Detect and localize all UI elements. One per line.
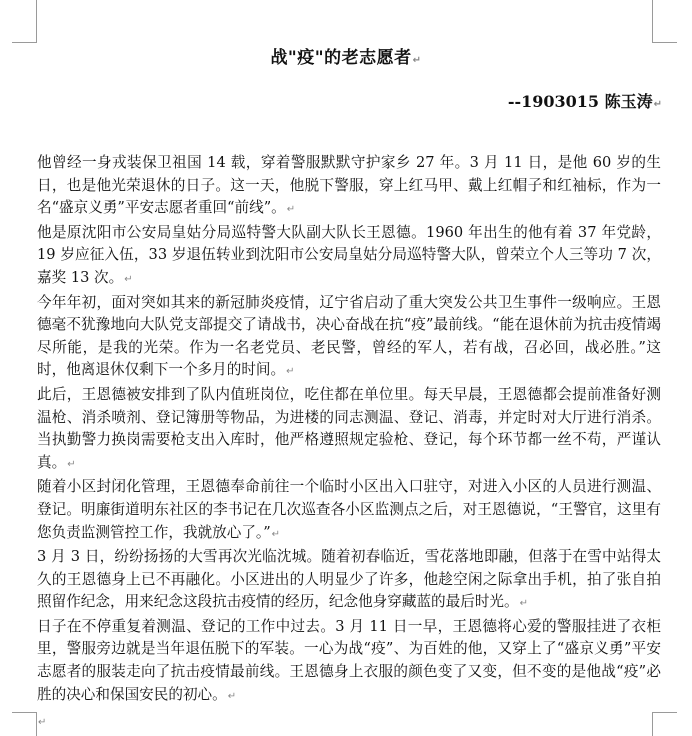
crop-mark-bottom-right — [652, 712, 677, 736]
paragraph-mark-icon: ↵ — [38, 717, 47, 728]
paragraph-mark-icon: ↵ — [124, 273, 133, 285]
paragraph-mark-icon: ↵ — [286, 204, 296, 216]
paragraph: 他是原沈阳市公安局皇姑分局巡特警大队副大队长王恩德。1960 年出生的他有着 37 年党龄，19 岁应征入伍，33 岁退伍转业到沈阳市公安局皇姑分局巡特警大队，曾荣立个人三等功 7 次，嘉奖 13 次。↵ — [37, 223, 661, 286]
paragraph-mark-icon: ↵ — [67, 458, 76, 470]
paragraph: 日子在不停重复着测温、登记的工作中过去。3 月 11 日一早，王恩德将心爱的警服挂进了衣柜里，警服旁边就是当年退伍脱下的军装。一心为战“疫”、为百姓的他，又穿上了“盛京义勇”平安志愿者的服装走向了抗击疫情最前线。王恩德身上衣服的颜色变了又变，但不变的是他战“疫”必胜的决心和保国安民的初心。↵ — [37, 617, 661, 703]
paragraph-mark-icon: ↵ — [227, 690, 237, 702]
paragraph: 他曾经一身戎装保卫祖国 14 载，穿着警服默默守护家乡 27 年。3 月 11 日，是他 60 岁的生日，也是他光荣退休的日子。这一天，他脱下警服，穿上红马甲、戴上红帽子和红袖标，作为一名“盛京义勇”平安志愿者重回“前线”。↵ — [37, 154, 661, 217]
paragraph-mark-icon: ↵ — [286, 366, 295, 378]
paragraph: 此后，王恩德被安排到了队内值班岗位，吃住都在单位里。每天早晨，王恩德都会提前准备好测温枪、消杀喷剂、登记簿册等物品，为进楼的同志测温、登记、消毒，并定时对大厅进行消杀。当执勤警力换岗需要枪支出入库时，他严格遵照规定验枪、登记，每个环节都一丝不苟，严谨认真。↵ — [37, 385, 661, 471]
document-title — [0, 43, 692, 68]
paragraph: 今年年初，面对突如其来的新冠肺炎疫情，辽宁省启动了重大突发公共卫生事件一级响应。王恩德毫不犹豫地向大队党支部提交了请战书，决心奋战在抗“疫”最前线。“能在退休前为抗击疫情竭尽所能，是我的光荣。作为一名老党员、老民警，曾经的军人，若有战，召必回，战必胜。”这时，他离退休仅剩下一个多月的时间。↵ — [37, 293, 661, 379]
crop-mark-bottom-left — [12, 712, 37, 736]
paragraph-mark-icon: ↵ — [519, 598, 528, 610]
paragraph-mark-icon: ↵ — [653, 99, 662, 110]
paragraph-mark-icon: ↵ — [271, 528, 281, 540]
title-text: 战"疫"的老志愿者 — [270, 48, 412, 68]
paragraph: 3 月 3 日，纷纷扬扬的大雪再次光临沈城。随着初春临近，雪花落地即融，但落于在雪中站得太久的王恩德身上已不再融化。小区进出的人明显少了许多，他趁空闲之际拿出手机，拍了张自拍照留作纪念，用来纪念这段抗击疫情的经历，纪念他身穿藏蓝的最后时光。↵ — [37, 548, 661, 611]
crop-mark-top-left — [12, 0, 37, 43]
paragraph-mark-icon: ↵ — [412, 55, 422, 66]
document-body — [37, 152, 661, 708]
author-text: --1903015 陈玉涛 — [507, 92, 653, 111]
empty-paragraph — [37, 710, 46, 729]
document-author — [508, 89, 662, 112]
crop-mark-top-right — [652, 0, 677, 43]
paragraph: 随着小区封闭化管理，王恩德奉命前往一个临时小区出入口驻守，对进入小区的人员进行测温、登记。明廉街道明东社区的李书记在几次巡查各小区监测点之后，对王恩德说，“王警官，这里有您负责监测管控工作，我就放心了。”↵ — [37, 478, 661, 541]
